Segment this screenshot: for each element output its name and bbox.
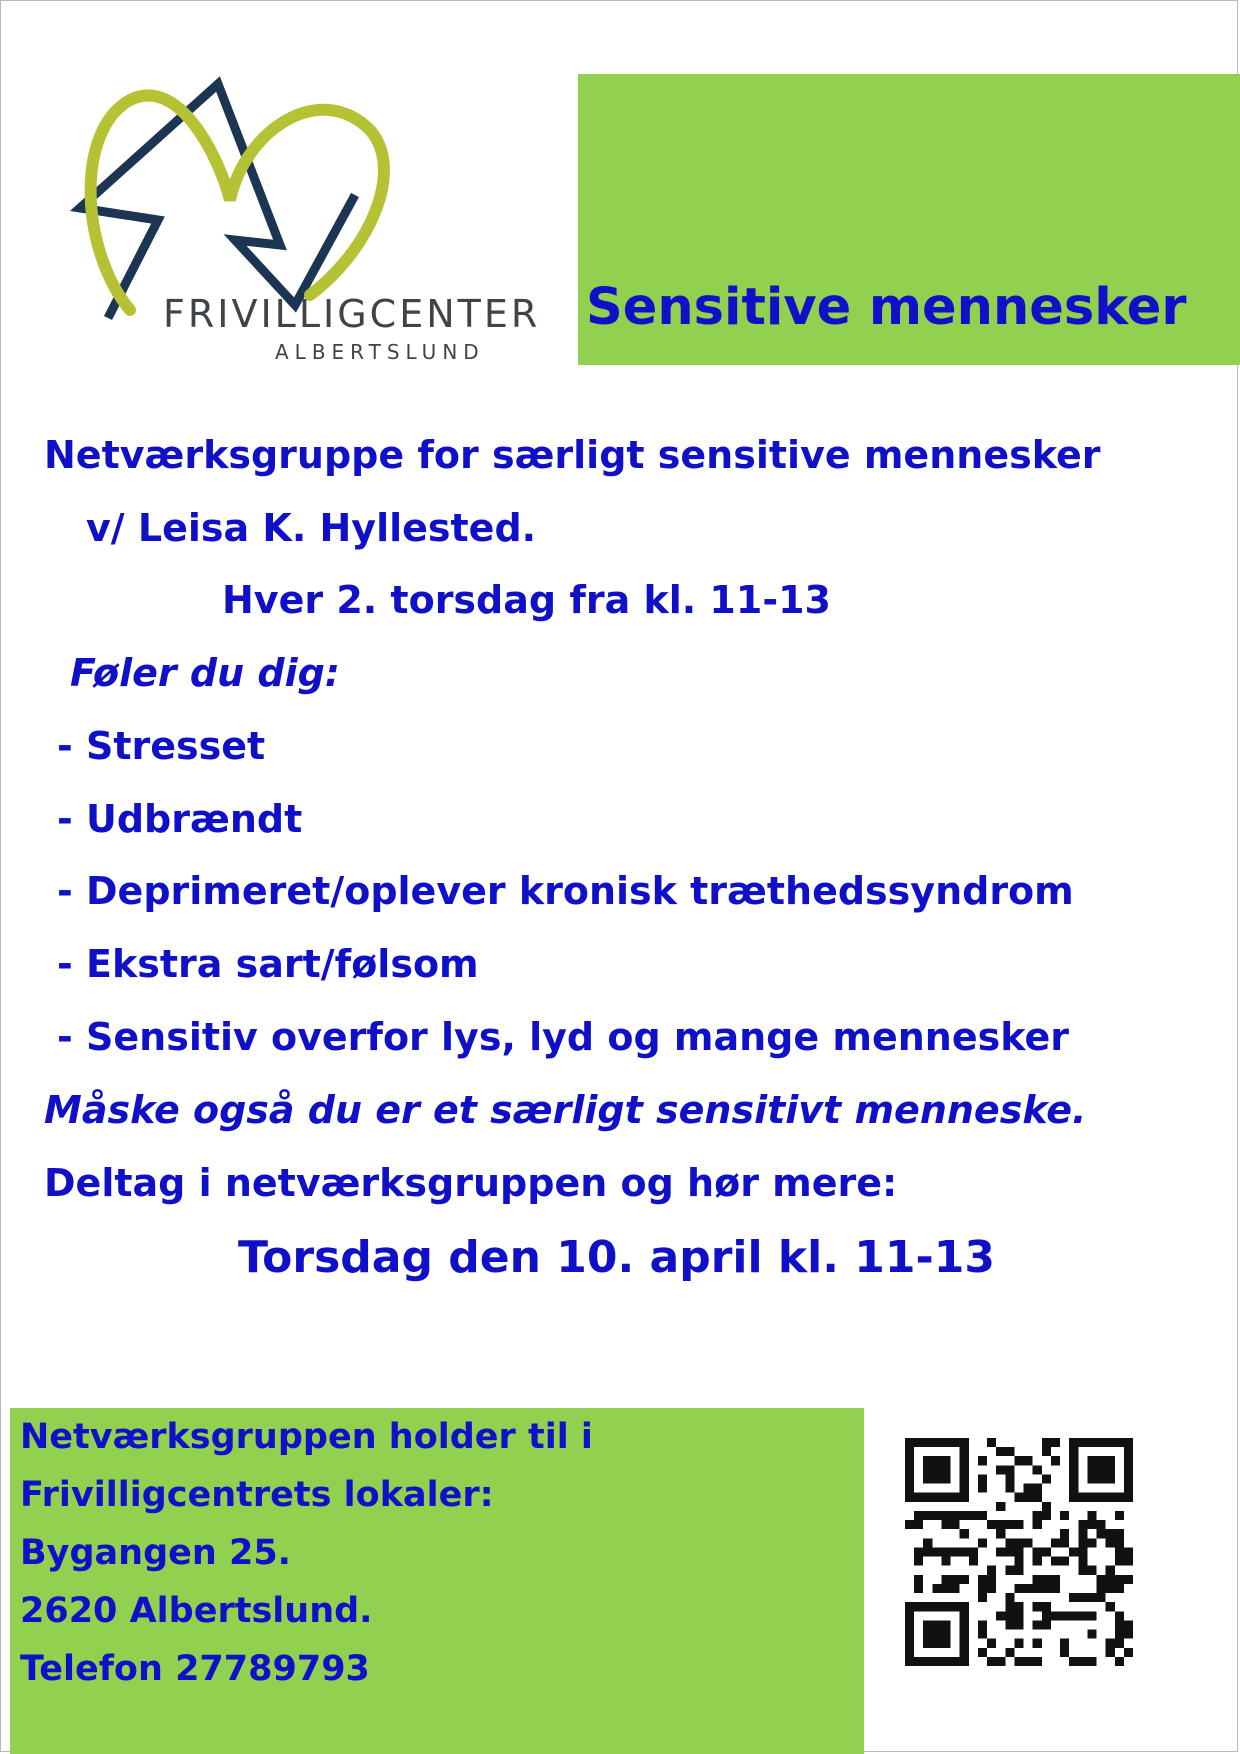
symptom-item: - Deprimeret/oplever kronisk træthedssyndrom xyxy=(57,869,1074,913)
symptom-item: - Ekstra sart/følsom xyxy=(57,942,479,986)
info-line: Netværksgruppen holder til i xyxy=(20,1417,593,1457)
qr-code-icon xyxy=(905,1438,1133,1666)
logo-subname: ALBERTSLUND xyxy=(275,340,485,364)
symptom-item: - Sensitiv overfor lys, lyd og mange mennesker xyxy=(57,1015,1069,1059)
schedule: Hver 2. torsdag fra kl. 11-13 xyxy=(222,578,831,622)
heading: Netværksgruppe for særligt sensitive mennesker xyxy=(44,433,1101,477)
logo-name: FRIVILLIGCENTER xyxy=(163,292,541,336)
info-line: 2620 Albertslund. xyxy=(20,1591,373,1631)
invite-line: Deltag i netværksgruppen og hør mere: xyxy=(44,1161,898,1205)
by-line: v/ Leisa K. Hyllested. xyxy=(86,506,537,550)
question: Føler du dig: xyxy=(70,651,340,695)
info-box xyxy=(10,1408,864,1754)
frivilligcenter-logo xyxy=(70,70,541,370)
page-title: Sensitive mennesker xyxy=(586,278,1187,337)
maybe-line: Måske også du er et særligt sensitivt menneske. xyxy=(44,1088,1087,1132)
title-box xyxy=(578,74,1240,365)
symptom-item: - Udbrændt xyxy=(57,797,303,841)
info-line: Telefon 27789793 xyxy=(20,1649,370,1689)
info-line: Frivilligcentrets lokaler: xyxy=(20,1475,494,1515)
event-date: Torsdag den 10. april kl. 11-13 xyxy=(238,1232,996,1283)
symptom-item: - Stresset xyxy=(57,724,266,768)
info-line: Bygangen 25. xyxy=(20,1533,291,1573)
